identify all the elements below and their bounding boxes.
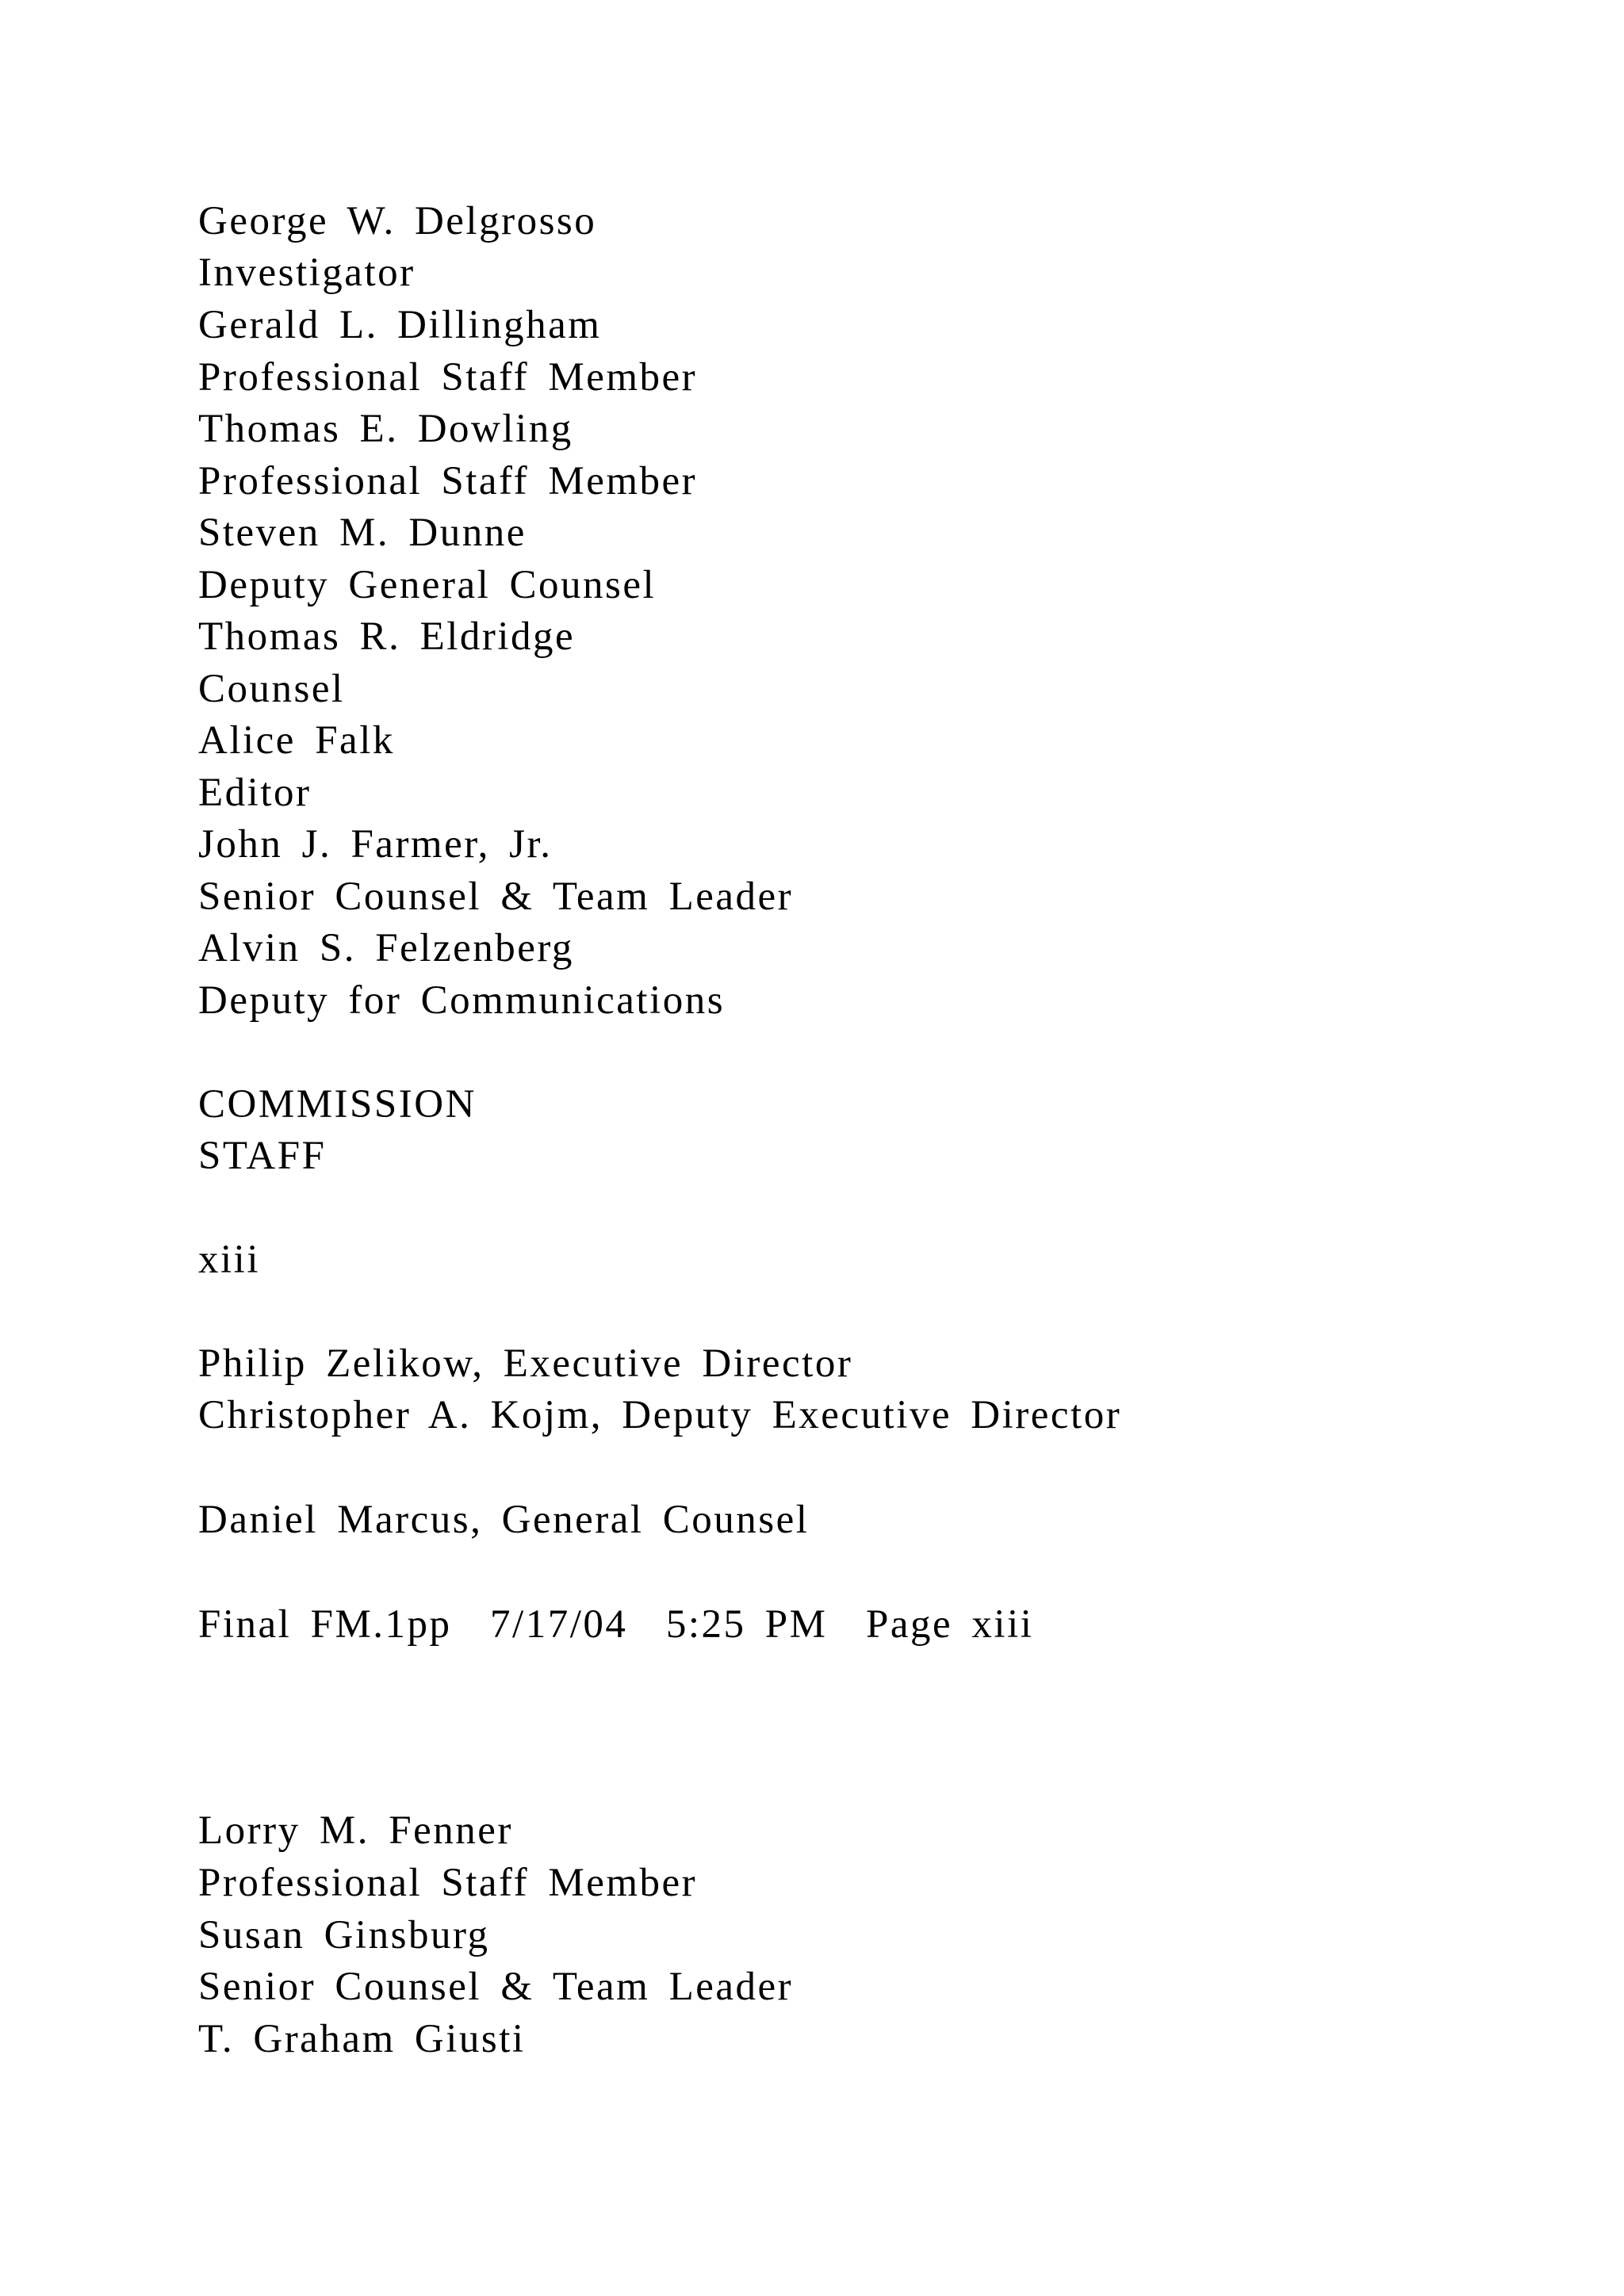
staff-name: Lorry M. Fenner bbox=[198, 1808, 513, 1853]
staff-name: Steven M. Dunne bbox=[198, 511, 527, 555]
staff-name: Alice Falk bbox=[198, 718, 395, 763]
staff-title: Professional Staff Member bbox=[198, 355, 698, 400]
general-counsel: Daniel Marcus, General Counsel bbox=[198, 1498, 810, 1542]
staff-title: Editor bbox=[198, 771, 312, 815]
staff-title: Senior Counsel & Team Leader bbox=[198, 1965, 794, 2009]
staff-name: Thomas R. Eldridge bbox=[198, 614, 576, 659]
staff-title: Deputy General Counsel bbox=[198, 563, 657, 607]
staff-name: T. Graham Giusti bbox=[198, 2017, 526, 2061]
deputy-executive-director: Christopher A. Kojm, Deputy Executive Director bbox=[198, 1393, 1122, 1437]
staff-name: John J. Farmer, Jr. bbox=[198, 822, 553, 867]
staff-name: Alvin S. Felzenberg bbox=[198, 926, 574, 970]
section-heading-line1: COMMISSION bbox=[198, 1082, 477, 1127]
staff-name: Gerald L. Dillingham bbox=[198, 303, 602, 347]
section-heading-line2: STAFF bbox=[198, 1134, 327, 1178]
staff-title: Professional Staff Member bbox=[198, 459, 698, 503]
staff-title: Counsel bbox=[198, 667, 345, 711]
staff-title: Investigator bbox=[198, 251, 416, 295]
staff-title: Professional Staff Member bbox=[198, 1861, 698, 1905]
staff-name: Susan Ginsburg bbox=[198, 1913, 490, 1957]
footer-slug: Final FM.1pp 7/17/04 5:25 PM Page xiii bbox=[198, 1602, 1034, 1647]
staff-name: Thomas E. Dowling bbox=[198, 407, 573, 451]
page-number: xiii bbox=[198, 1238, 261, 1282]
executive-director: Philip Zelikow, Executive Director bbox=[198, 1341, 853, 1386]
staff-title: Senior Counsel & Team Leader bbox=[198, 874, 794, 919]
staff-title: Deputy for Communications bbox=[198, 978, 726, 1023]
staff-name: George W. Delgrosso bbox=[198, 199, 597, 243]
